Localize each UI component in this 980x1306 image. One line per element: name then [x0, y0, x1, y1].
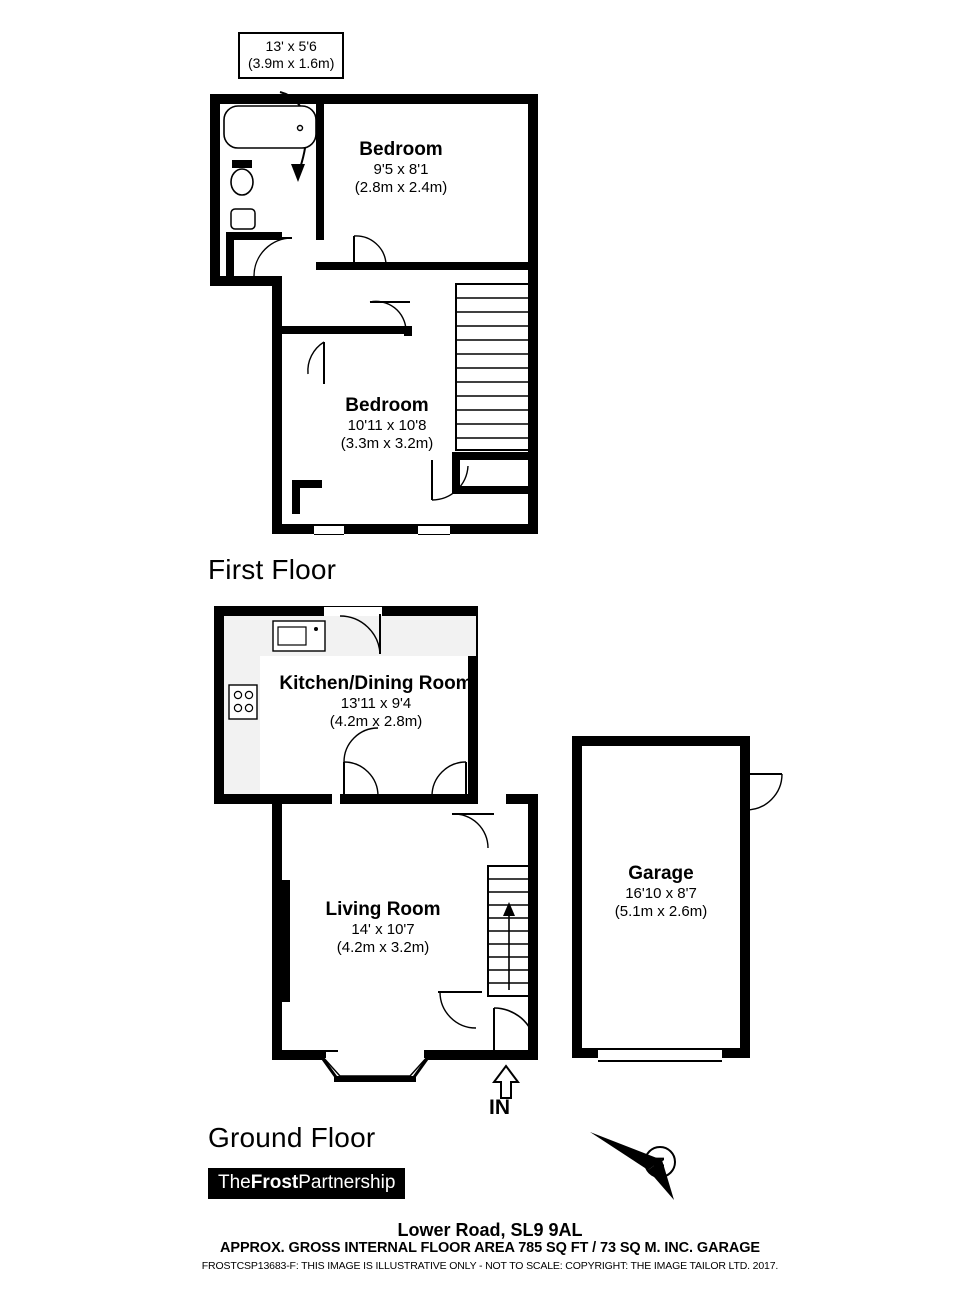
door-cupboard — [428, 458, 472, 506]
bay-window-living — [312, 1050, 438, 1090]
wall-cupboard-bottom — [452, 486, 530, 494]
room-name: Living Room — [325, 899, 441, 920]
room-dim-metric: (5.1m x 2.6m) — [614, 903, 708, 921]
door-garage-side — [740, 770, 786, 812]
door-bedroom-1 — [352, 236, 402, 276]
wall-garage-top — [572, 736, 750, 746]
room-dim-imperial: 10'11 x 10'8 — [347, 417, 427, 435]
door-landing — [366, 298, 414, 334]
callout-line-2: (3.9m x 1.6m) — [248, 54, 335, 71]
wall-bath-door-stub-v — [226, 232, 234, 278]
compass-rose — [588, 1126, 698, 1202]
room-dim-imperial: 13'11 x 9'4 — [340, 695, 412, 713]
property-address: Lower Road, SL9 9AL — [397, 1220, 583, 1240]
door-bedroom-2 — [306, 340, 346, 392]
wall-top — [210, 94, 538, 104]
room-dim-metric: (4.2m x 3.2m) — [336, 939, 430, 957]
room-label-kitchen — [241, 672, 511, 732]
wall-kitchen-left — [214, 606, 224, 804]
garage-door-opening — [598, 1048, 722, 1062]
floor-area-note: APPROX. GROSS INTERNAL FLOOR AREA 785 SQ FT / 73 SQ M. INC. GARAGE — [220, 1240, 760, 1256]
wall-cupboard-left — [452, 452, 460, 486]
window-bedroom2-bottom-2 — [418, 525, 450, 535]
basin-fixture — [230, 208, 256, 230]
entrance-label: IN — [489, 1096, 510, 1119]
floor-title-ground: Ground Floor — [208, 1122, 376, 1153]
room-dim-metric: (3.3m x 3.2m) — [340, 435, 434, 453]
room-label-garage — [536, 862, 786, 922]
room-label-bedroom-2 — [262, 394, 512, 454]
callout-line-1: 13' x 5'6 — [265, 38, 317, 54]
room-dim-metric: (2.8m x 2.4m) — [354, 179, 448, 197]
door-living-hall — [444, 810, 498, 852]
room-dim-metric: (4.2m x 2.8m) — [329, 713, 423, 731]
logo-partnership: Partnership — [298, 1172, 396, 1193]
wall-kitchen-bottom-left — [214, 794, 274, 804]
callout-box — [238, 32, 344, 79]
wall-niche-top — [292, 480, 322, 488]
door-double-kitchen-living — [342, 760, 472, 806]
disclaimer-text: FROSTCSP13683-F: THIS IMAGE IS ILLUSTRATIVE ONLY - NOT TO SCALE: COPYRIGHT: THE IMAGE TAILOR LTD. 2017. — [201, 1260, 779, 1272]
room-label-bedroom-1 — [276, 138, 526, 198]
wall-bottom — [272, 524, 538, 534]
logo-the: The — [218, 1172, 251, 1193]
door-living-understairs — [432, 986, 488, 1034]
svg-text:N: N — [650, 1156, 667, 1168]
room-dim-imperial: 9'5 x 8'1 — [373, 161, 429, 179]
logo-frost: Frost — [250, 1172, 299, 1193]
room-name: Bedroom — [359, 139, 443, 160]
room-name: Kitchen/Dining Room — [279, 673, 473, 694]
wall-kitchen-top-right — [382, 606, 478, 616]
window-bedroom2-bottom — [314, 525, 344, 535]
room-name: Garage — [628, 863, 694, 884]
room-label-living — [258, 898, 508, 958]
room-dim-imperial: 16'10 x 8'7 — [625, 885, 697, 903]
wall-living-top-left — [272, 794, 332, 804]
floor-title-first: First Floor — [208, 554, 337, 585]
entrance-arrow-icon — [492, 1064, 520, 1100]
wall-garage-bottom-right — [720, 1048, 750, 1058]
wall-internal-bedroom-bottom — [316, 262, 530, 270]
door-kitchen-external — [326, 612, 384, 660]
room-dim-imperial: 14' x 10'7 — [351, 921, 415, 939]
door-bathroom — [252, 236, 298, 282]
wall-left-upper — [210, 94, 220, 286]
sink-fixture — [272, 620, 326, 652]
toilet-fixture — [228, 160, 258, 208]
door-entrance — [490, 1004, 542, 1056]
room-name: Bedroom — [345, 395, 429, 416]
brand-logo — [208, 1168, 405, 1199]
wall-kitchen-top-left — [214, 606, 324, 616]
